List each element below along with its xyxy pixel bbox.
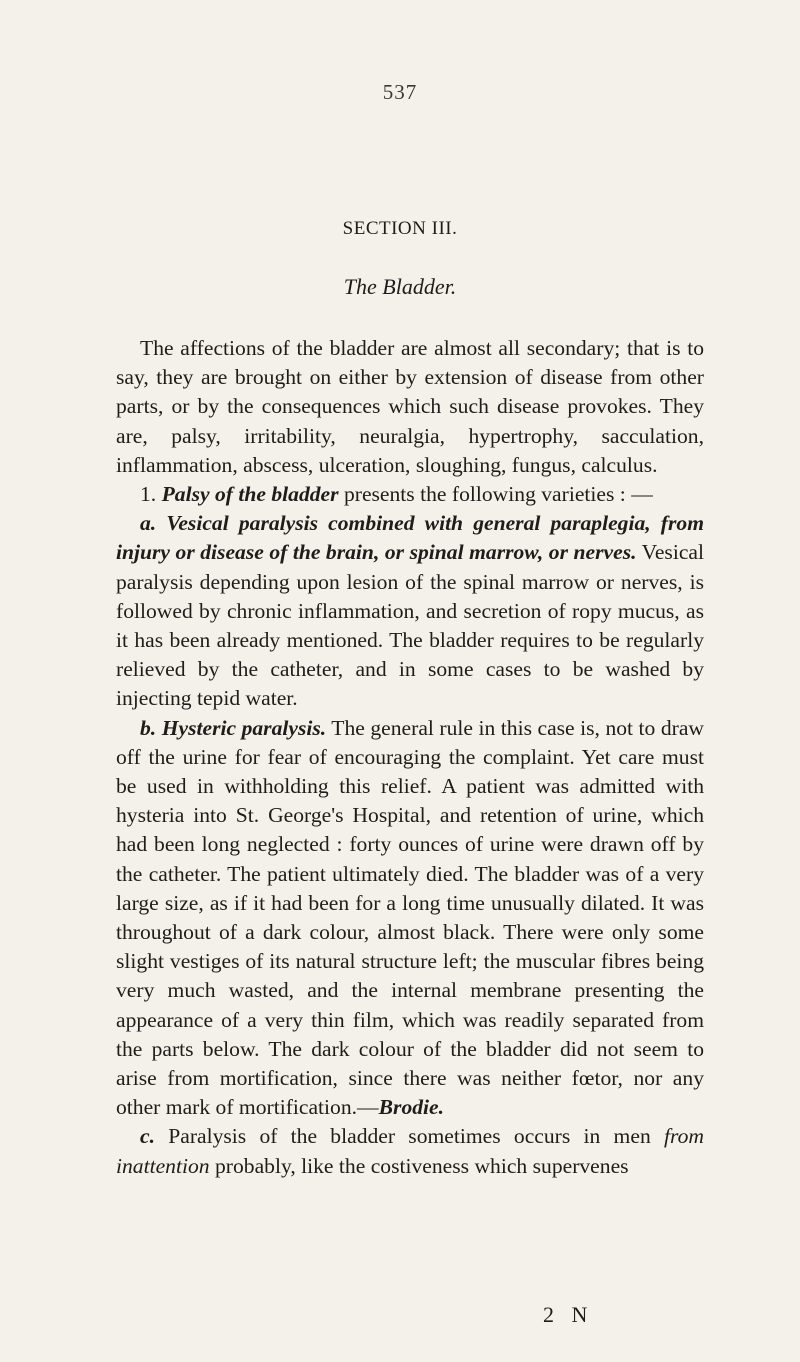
hysteric-term: Hysteric paralysis.	[161, 715, 327, 740]
hysteric-paragraph	[116, 714, 704, 1123]
palsy-paragraph	[116, 480, 704, 509]
section-heading: SECTION III.	[342, 218, 458, 239]
signature-mark: 2 N	[543, 1302, 594, 1327]
palsy-text: presents the following varieties : —	[343, 482, 653, 507]
inattention-label: c.	[140, 1124, 155, 1149]
palsy-number: 1.	[140, 482, 157, 507]
vesical-text: Vesical paralysis depending upon lesion of the spinal marrow or nerves, is followed by chronic inflammation, and secretion of ropy mucus, as it has been already mentioned. The bladder requires to be regularly relieved by the catheter, and in some cases to be washed by injecting tepid water.	[116, 540, 704, 711]
intro-text: The affections of the bladder are almost all secondary; that is to say, they are brought on either by extension of disease from other parts, or by the consequences which such disease provokes. They are, palsy, irritability, neuralgia, hypertrophy, sacculation, inflammation, abscess, ulceration, sloughing, fungus, calculus.	[116, 336, 704, 477]
vesical-paragraph	[116, 509, 704, 713]
inattention-end: probably, like the costiveness which supervenes	[214, 1153, 629, 1178]
intro-paragraph	[116, 334, 704, 480]
vesical-label: a.	[140, 511, 157, 536]
inattention-paragraph	[116, 1122, 704, 1180]
hysteric-label: b.	[140, 715, 157, 740]
palsy-term: Palsy of the bladder	[161, 482, 339, 507]
inattention-start: Paralysis of the bladder sometimes occurs in men	[168, 1124, 651, 1149]
hysteric-text: The general rule in this case is, not to draw off the urine for fear of encouraging the complaint. Yet care must be used in withholding this relief. A patient was admitted with hysteria into St. George's Hospital, and retention of urine, which had been long neglected : forty ounces of urine were drawn off by the catheter. The patient ultimately died. The bladder was of a very large size, as if it had been for a long time unusually dilated. It was throughout of a dark colour, almost black. There were only some slight vestiges of its natural structure left; the muscular fibres being very much wasted, and the internal membrane presenting the appearance of a very thin film, which was readily separated from the parts below. The dark colour of the bladder did not seem to arise from mortification, since there was neither fœtor, nor any other mark of mortification.—	[116, 715, 705, 1120]
page-number: 537	[382, 80, 418, 104]
vesical-term: Vesical paralysis combined with general paraplegia, from injury or disease of the brain, or spinal marrow, or nerves.	[116, 511, 704, 565]
hysteric-citation: Brodie.	[378, 1095, 445, 1120]
body-text	[116, 334, 704, 1181]
inattention-emphasis: from inattention	[116, 1124, 704, 1178]
section-title: The Bladder.	[343, 274, 457, 299]
